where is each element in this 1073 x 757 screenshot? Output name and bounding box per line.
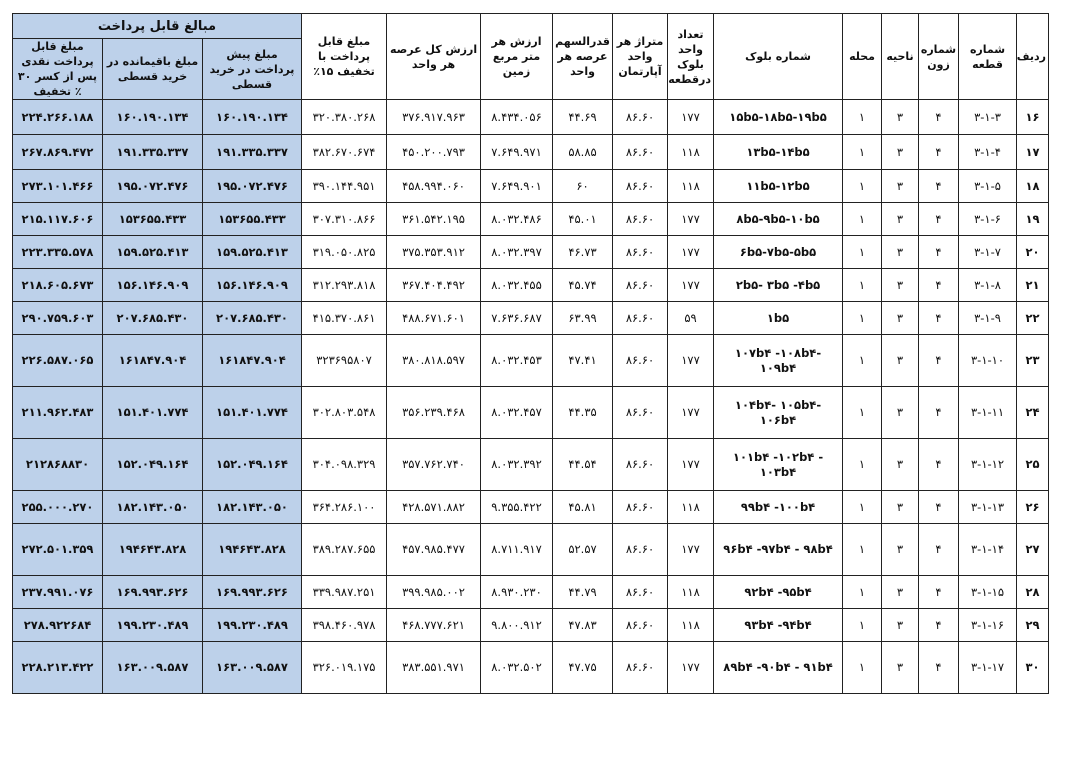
cell-area: ۸۶.۶۰ [613, 576, 668, 609]
cell-total-value: ۳۵۷.۷۶۲.۷۴۰ [387, 439, 481, 491]
table-row [13, 439, 1049, 491]
cell-value-m2: ۸.۰۳۲.۴۵۳ [481, 335, 553, 387]
cell-count: ۱۷۷ [668, 236, 714, 269]
cell-share: ۴۷.۸۳ [553, 609, 613, 642]
cell-zone: ۴ [919, 170, 959, 203]
cell-zone: ۴ [919, 100, 959, 135]
cell-remaining: ۲۰۷.۶۸۵.۴۳۰ [103, 302, 203, 335]
cell-cash-30: ۲۳۷.۹۹۱.۰۷۶ [13, 576, 103, 609]
cell-ghete: ۳-۱-۴ [959, 135, 1017, 170]
cell-remaining: ۱۹۵.۰۷۲.۴۷۶ [103, 170, 203, 203]
col-count: تعداد واحد بلوک درقطعه [668, 14, 714, 100]
cell-zone: ۴ [919, 335, 959, 387]
cell-nahie: ۳ [882, 387, 919, 439]
cell-count: ۱۱۸ [668, 609, 714, 642]
cell-mahale: ۱ [843, 524, 882, 576]
cell-area: ۸۶.۶۰ [613, 236, 668, 269]
table-row [13, 236, 1049, 269]
cell-payable-15: ۳۰۴.۰۹۸.۳۲۹ [302, 439, 387, 491]
cell-total-value: ۴۶۸.۷۷۷.۶۲۱ [387, 609, 481, 642]
cell-total-value: ۳۷۶.۹۱۷.۹۶۳ [387, 100, 481, 135]
cell-share: ۴۴.۷۹ [553, 576, 613, 609]
col-area: متراژ هر واحد آپارتمان [613, 14, 668, 100]
cell-area: ۸۶.۶۰ [613, 135, 668, 170]
cell-count: ۱۷۷ [668, 642, 714, 694]
cell-ghete: ۳-۱-۷ [959, 236, 1017, 269]
cell-value-m2: ۷.۶۴۹.۹۰۱ [481, 170, 553, 203]
cell-zone: ۴ [919, 576, 959, 609]
cell-share: ۴۴.۵۴ [553, 439, 613, 491]
cell-zone: ۴ [919, 387, 959, 439]
cell-area: ۸۶.۶۰ [613, 203, 668, 236]
cell-cash-30: ۲۲۶.۵۸۷.۰۶۵ [13, 335, 103, 387]
cell-block: ۲b۵- ۳b۵ -۴b۵ [714, 269, 843, 302]
cell-count: ۱۷۷ [668, 335, 714, 387]
cell-count: ۱۷۷ [668, 203, 714, 236]
cell-count: ۱۷۷ [668, 387, 714, 439]
col-total-value: ارزش کل عرصه هر واحد [387, 14, 481, 100]
cell-radif: ۲۲ [1017, 302, 1049, 335]
cell-total-value: ۳۸۰.۸۱۸.۵۹۷ [387, 335, 481, 387]
cell-value-m2: ۷.۶۳۶.۶۸۷ [481, 302, 553, 335]
cell-ghete: ۳-۱-۹ [959, 302, 1017, 335]
cell-ghete: ۳-۱-۱۳ [959, 491, 1017, 524]
cell-block: ۸۹b۴ -۹۰b۴ - ۹۱b۴ [714, 642, 843, 694]
cell-payable-15: ۳۳۹.۹۸۷.۲۵۱ [302, 576, 387, 609]
cell-ghete: ۳-۱-۱۰ [959, 335, 1017, 387]
cell-block: ۹۳b۴ -۹۴b۴ [714, 609, 843, 642]
cell-mahale: ۱ [843, 269, 882, 302]
cell-ghete: ۳-۱-۶ [959, 203, 1017, 236]
col-radif: ردیف [1017, 14, 1049, 100]
cell-cash-30: ۲۱۲۸۶۸۸۳۰ [13, 439, 103, 491]
cell-total-value: ۴۵۷.۹۸۵.۴۷۷ [387, 524, 481, 576]
cell-total-value: ۳۷۵.۳۵۳.۹۱۲ [387, 236, 481, 269]
cell-area: ۸۶.۶۰ [613, 387, 668, 439]
cell-mahale: ۱ [843, 236, 882, 269]
col-value-m2: ارزش هر متر مربع زمین [481, 14, 553, 100]
cell-area: ۸۶.۶۰ [613, 642, 668, 694]
cell-payable-15: ۳۱۹.۰۵۰.۸۲۵ [302, 236, 387, 269]
cell-payable-15: ۳۰۷.۳۱۰.۸۶۶ [302, 203, 387, 236]
cell-payable-15: ۳۱۲.۲۹۳.۸۱۸ [302, 269, 387, 302]
cell-radif: ۲۱ [1017, 269, 1049, 302]
cell-mahale: ۱ [843, 335, 882, 387]
cell-remaining: ۱۹۱.۳۳۵.۳۳۷ [103, 135, 203, 170]
cell-share: ۶۳.۹۹ [553, 302, 613, 335]
cell-count: ۱۷۷ [668, 439, 714, 491]
price-table [12, 13, 1049, 694]
cell-value-m2: ۹.۸۰۰.۹۱۲ [481, 609, 553, 642]
cell-block: ۱۳b۵-۱۴b۵ [714, 135, 843, 170]
cell-cash-30: ۲۷۲.۵۰۱.۳۵۹ [13, 524, 103, 576]
cell-area: ۸۶.۶۰ [613, 491, 668, 524]
cell-mahale: ۱ [843, 203, 882, 236]
cell-area: ۸۶.۶۰ [613, 170, 668, 203]
payable-group-title: مبالغ قابل پرداخت [13, 14, 302, 39]
cell-block: ۹۲b۴ -۹۵b۴ [714, 576, 843, 609]
table-header [13, 14, 1049, 100]
cell-total-value: ۳۹۹.۹۸۵.۰۰۲ [387, 576, 481, 609]
table-row [13, 203, 1049, 236]
cell-block: ۱۰۱b۴ -۱۰۲b۴ - ۱۰۳b۴ [714, 439, 843, 491]
cell-value-m2: ۷.۶۴۹.۹۷۱ [481, 135, 553, 170]
cell-ghete: ۳-۱-۱۵ [959, 576, 1017, 609]
cell-mahale: ۱ [843, 135, 882, 170]
cell-payable-15: ۳۲۳۶۹۵۸۰۷ [302, 335, 387, 387]
cell-remaining: ۱۹۹.۲۳۰.۴۸۹ [103, 609, 203, 642]
col-zone: شماره زون [919, 14, 959, 100]
col-cash-30: مبلغ قابل پرداخت نقدی پس از کسر ۳۰ ٪ تخفیف [13, 39, 103, 100]
cell-payable-15: ۳۶۴.۲۸۶.۱۰۰ [302, 491, 387, 524]
cell-remaining: ۱۵۱.۴۰۱.۷۷۴ [103, 387, 203, 439]
cell-zone: ۴ [919, 609, 959, 642]
cell-prepay: ۱۶۰.۱۹۰.۱۳۴ [203, 100, 302, 135]
cell-cash-30: ۲۷۳.۱۰۱.۴۶۶ [13, 170, 103, 203]
cell-prepay: ۱۵۲.۰۴۹.۱۶۴ [203, 439, 302, 491]
cell-nahie: ۳ [882, 170, 919, 203]
cell-radif: ۲۵ [1017, 439, 1049, 491]
cell-prepay: ۱۸۲.۱۴۳.۰۵۰ [203, 491, 302, 524]
cell-share: ۴۷.۴۱ [553, 335, 613, 387]
cell-nahie: ۳ [882, 100, 919, 135]
cell-mahale: ۱ [843, 100, 882, 135]
cell-mahale: ۱ [843, 302, 882, 335]
cell-radif: ۲۹ [1017, 609, 1049, 642]
cell-value-m2: ۸.۹۳۰.۲۳۰ [481, 576, 553, 609]
cell-nahie: ۳ [882, 524, 919, 576]
cell-zone: ۴ [919, 439, 959, 491]
table-row [13, 387, 1049, 439]
cell-nahie: ۳ [882, 642, 919, 694]
cell-zone: ۴ [919, 269, 959, 302]
cell-nahie: ۳ [882, 302, 919, 335]
cell-prepay: ۱۵۳۶۵۵.۴۳۳ [203, 203, 302, 236]
cell-payable-15: ۳۸۹.۲۸۷.۶۵۵ [302, 524, 387, 576]
cell-total-value: ۳۶۷.۴۰۴.۴۹۲ [387, 269, 481, 302]
cell-payable-15: ۳۹۸.۴۶۰.۹۷۸ [302, 609, 387, 642]
cell-share: ۶۰ [553, 170, 613, 203]
cell-mahale: ۱ [843, 576, 882, 609]
cell-block: ۱۱b۵-۱۲b۵ [714, 170, 843, 203]
cell-prepay: ۱۶۹.۹۹۳.۶۲۶ [203, 576, 302, 609]
table-row [13, 524, 1049, 576]
col-remaining: مبلغ باقیمانده در خرید قسطی [103, 39, 203, 100]
table-row [13, 609, 1049, 642]
cell-zone: ۴ [919, 642, 959, 694]
cell-value-m2: ۸.۰۳۲.۵۰۲ [481, 642, 553, 694]
cell-prepay: ۱۹۴۶۴۳.۸۲۸ [203, 524, 302, 576]
cell-value-m2: ۸.۰۳۲.۴۵۷ [481, 387, 553, 439]
col-mahale: محله [843, 14, 882, 100]
cell-area: ۸۶.۶۰ [613, 609, 668, 642]
cell-block: ۱۵b۵-۱۸b۵-۱۹b۵ [714, 100, 843, 135]
cell-cash-30: ۲۵۵.۰۰۰.۲۷۰ [13, 491, 103, 524]
price-table-container [12, 13, 1048, 694]
cell-prepay: ۱۶۱۸۴۷.۹۰۴ [203, 335, 302, 387]
col-ghete: شماره قطعه [959, 14, 1017, 100]
cell-total-value: ۳۵۶.۲۳۹.۴۶۸ [387, 387, 481, 439]
col-payable-15: مبلغ قابل پرداخت با تخفیف ۱۵٪ [302, 14, 387, 100]
cell-radif: ۱۶ [1017, 100, 1049, 135]
cell-ghete: ۳-۱-۱۴ [959, 524, 1017, 576]
cell-area: ۸۶.۶۰ [613, 524, 668, 576]
table-row [13, 576, 1049, 609]
cell-remaining: ۱۶۹.۹۹۳.۶۲۶ [103, 576, 203, 609]
cell-share: ۵۸.۸۵ [553, 135, 613, 170]
cell-mahale: ۱ [843, 170, 882, 203]
table-row [13, 302, 1049, 335]
cell-nahie: ۳ [882, 576, 919, 609]
cell-cash-30: ۲۶۷.۸۶۹.۴۷۲ [13, 135, 103, 170]
cell-remaining: ۱۹۴۶۴۳.۸۲۸ [103, 524, 203, 576]
table-row [13, 135, 1049, 170]
cell-total-value: ۴۵۰.۲۰۰.۷۹۳ [387, 135, 481, 170]
cell-radif: ۱۸ [1017, 170, 1049, 203]
col-prepay: مبلغ پیش پرداخت در خرید قسطی [203, 39, 302, 100]
cell-payable-15: ۳۲۶.۰۱۹.۱۷۵ [302, 642, 387, 694]
cell-block: ۹۶b۴ -۹۷b۴ - ۹۸b۴ [714, 524, 843, 576]
cell-share: ۴۵.۰۱ [553, 203, 613, 236]
cell-count: ۵۹ [668, 302, 714, 335]
cell-share: ۵۲.۵۷ [553, 524, 613, 576]
cell-area: ۸۶.۶۰ [613, 302, 668, 335]
cell-prepay: ۱۹۹.۲۳۰.۴۸۹ [203, 609, 302, 642]
cell-zone: ۴ [919, 302, 959, 335]
cell-nahie: ۳ [882, 439, 919, 491]
cell-share: ۴۷.۷۵ [553, 642, 613, 694]
cell-value-m2: ۸.۴۳۴.۰۵۶ [481, 100, 553, 135]
cell-payable-15: ۴۱۵.۳۷۰.۸۶۱ [302, 302, 387, 335]
cell-zone: ۴ [919, 135, 959, 170]
cell-nahie: ۳ [882, 236, 919, 269]
cell-count: ۱۱۸ [668, 170, 714, 203]
cell-remaining: ۱۵۶.۱۴۶.۹۰۹ [103, 269, 203, 302]
col-share: قدرالسهم عرصه هر واحد [553, 14, 613, 100]
cell-nahie: ۳ [882, 203, 919, 236]
cell-prepay: ۱۵۶.۱۴۶.۹۰۹ [203, 269, 302, 302]
cell-cash-30: ۲۲۴.۲۶۶.۱۸۸ [13, 100, 103, 135]
cell-share: ۴۴.۳۵ [553, 387, 613, 439]
cell-zone: ۴ [919, 491, 959, 524]
cell-count: ۱۱۸ [668, 135, 714, 170]
cell-value-m2: ۸.۰۳۲.۳۹۲ [481, 439, 553, 491]
cell-mahale: ۱ [843, 609, 882, 642]
cell-cash-30: ۲۱۱.۹۶۲.۴۸۳ [13, 387, 103, 439]
cell-prepay: ۱۹۵.۰۷۲.۴۷۶ [203, 170, 302, 203]
cell-block: ۱۰۷b۴ -۱۰۸b۴- ۱۰۹b۴ [714, 335, 843, 387]
cell-mahale: ۱ [843, 387, 882, 439]
cell-payable-15: ۳۰۲.۸۰۳.۵۴۸ [302, 387, 387, 439]
cell-block: ۱b۵ [714, 302, 843, 335]
cell-area: ۸۶.۶۰ [613, 335, 668, 387]
cell-nahie: ۳ [882, 491, 919, 524]
table-row [13, 100, 1049, 135]
cell-payable-15: ۳۹۰.۱۴۴.۹۵۱ [302, 170, 387, 203]
cell-prepay: ۱۵۹.۵۲۵.۴۱۳ [203, 236, 302, 269]
cell-remaining: ۱۶۱۸۴۷.۹۰۴ [103, 335, 203, 387]
table-body [13, 100, 1049, 694]
cell-total-value: ۴۵۸.۹۹۴.۰۶۰ [387, 170, 481, 203]
cell-area: ۸۶.۶۰ [613, 439, 668, 491]
cell-share: ۴۵.۷۴ [553, 269, 613, 302]
cell-nahie: ۳ [882, 269, 919, 302]
cell-radif: ۲۰ [1017, 236, 1049, 269]
cell-cash-30: ۲۱۵.۱۱۷.۶۰۶ [13, 203, 103, 236]
cell-remaining: ۱۶۰.۱۹۰.۱۳۴ [103, 100, 203, 135]
table-row [13, 491, 1049, 524]
cell-payable-15: ۳۲۰.۳۸۰.۲۶۸ [302, 100, 387, 135]
cell-count: ۱۱۸ [668, 576, 714, 609]
cell-total-value: ۴۸۸.۶۷۱.۶۰۱ [387, 302, 481, 335]
cell-remaining: ۱۵۲.۰۴۹.۱۶۴ [103, 439, 203, 491]
cell-payable-15: ۳۸۲.۶۷۰.۶۷۴ [302, 135, 387, 170]
cell-remaining: ۱۶۳.۰۰۹.۵۸۷ [103, 642, 203, 694]
cell-count: ۱۱۸ [668, 491, 714, 524]
cell-value-m2: ۹.۳۵۵.۴۲۲ [481, 491, 553, 524]
cell-cash-30: ۲۲۳.۳۳۵.۵۷۸ [13, 236, 103, 269]
cell-cash-30: ۲۹۰.۷۵۹.۶۰۳ [13, 302, 103, 335]
cell-total-value: ۴۲۸.۵۷۱.۸۸۲ [387, 491, 481, 524]
cell-cash-30: ۲۷۸.۹۲۲۶۸۴ [13, 609, 103, 642]
cell-nahie: ۳ [882, 135, 919, 170]
cell-mahale: ۱ [843, 491, 882, 524]
cell-zone: ۴ [919, 203, 959, 236]
cell-ghete: ۳-۱-۱۷ [959, 642, 1017, 694]
cell-remaining: ۱۵۹.۵۲۵.۴۱۳ [103, 236, 203, 269]
cell-cash-30: ۲۲۸.۲۱۳.۴۲۲ [13, 642, 103, 694]
cell-value-m2: ۸.۷۱۱.۹۱۷ [481, 524, 553, 576]
cell-cash-30: ۲۱۸.۶۰۵.۶۷۳ [13, 269, 103, 302]
cell-share: ۴۴.۶۹ [553, 100, 613, 135]
cell-radif: ۱۹ [1017, 203, 1049, 236]
cell-share: ۴۶.۷۳ [553, 236, 613, 269]
cell-nahie: ۳ [882, 609, 919, 642]
cell-ghete: ۳-۱-۵ [959, 170, 1017, 203]
cell-prepay: ۱۹۱.۳۳۵.۳۳۷ [203, 135, 302, 170]
cell-value-m2: ۸.۰۳۲.۴۵۵ [481, 269, 553, 302]
cell-radif: ۲۷ [1017, 524, 1049, 576]
cell-block: ۱۰۴b۴- ۱۰۵b۴- ۱۰۶b۴ [714, 387, 843, 439]
cell-share: ۴۵.۸۱ [553, 491, 613, 524]
cell-area: ۸۶.۶۰ [613, 269, 668, 302]
cell-block: ۶b۵-۷b۵-۵b۵ [714, 236, 843, 269]
cell-prepay: ۱۶۳.۰۰۹.۵۸۷ [203, 642, 302, 694]
cell-ghete: ۳-۱-۱۲ [959, 439, 1017, 491]
table-row [13, 642, 1049, 694]
cell-count: ۱۷۷ [668, 524, 714, 576]
table-row [13, 170, 1049, 203]
cell-ghete: ۳-۱-۸ [959, 269, 1017, 302]
cell-radif: ۲۸ [1017, 576, 1049, 609]
cell-prepay: ۲۰۷.۶۸۵.۴۳۰ [203, 302, 302, 335]
cell-ghete: ۳-۱-۱۶ [959, 609, 1017, 642]
table-row [13, 269, 1049, 302]
cell-radif: ۲۴ [1017, 387, 1049, 439]
cell-block: ۹۹b۴ -۱۰۰b۴ [714, 491, 843, 524]
cell-value-m2: ۸.۰۳۲.۳۹۷ [481, 236, 553, 269]
cell-prepay: ۱۵۱.۴۰۱.۷۷۴ [203, 387, 302, 439]
cell-count: ۱۷۷ [668, 269, 714, 302]
cell-total-value: ۳۸۳.۵۵۱.۹۷۱ [387, 642, 481, 694]
cell-nahie: ۳ [882, 335, 919, 387]
cell-zone: ۴ [919, 524, 959, 576]
cell-mahale: ۱ [843, 439, 882, 491]
cell-value-m2: ۸.۰۳۲.۴۸۶ [481, 203, 553, 236]
cell-total-value: ۳۶۱.۵۴۲.۱۹۵ [387, 203, 481, 236]
cell-count: ۱۷۷ [668, 100, 714, 135]
cell-remaining: ۱۸۲.۱۴۳.۰۵۰ [103, 491, 203, 524]
cell-radif: ۱۷ [1017, 135, 1049, 170]
cell-radif: ۲۳ [1017, 335, 1049, 387]
col-block: شماره بلوک [714, 14, 843, 100]
cell-radif: ۲۶ [1017, 491, 1049, 524]
cell-zone: ۴ [919, 236, 959, 269]
cell-radif: ۳۰ [1017, 642, 1049, 694]
cell-block: ۸b۵-۹b۵-۱۰b۵ [714, 203, 843, 236]
cell-ghete: ۳-۱-۱۱ [959, 387, 1017, 439]
cell-mahale: ۱ [843, 642, 882, 694]
cell-ghete: ۳-۱-۳ [959, 100, 1017, 135]
cell-area: ۸۶.۶۰ [613, 100, 668, 135]
cell-remaining: ۱۵۳۶۵۵.۴۳۳ [103, 203, 203, 236]
col-nahie: ناحیه [882, 14, 919, 100]
table-row [13, 335, 1049, 387]
